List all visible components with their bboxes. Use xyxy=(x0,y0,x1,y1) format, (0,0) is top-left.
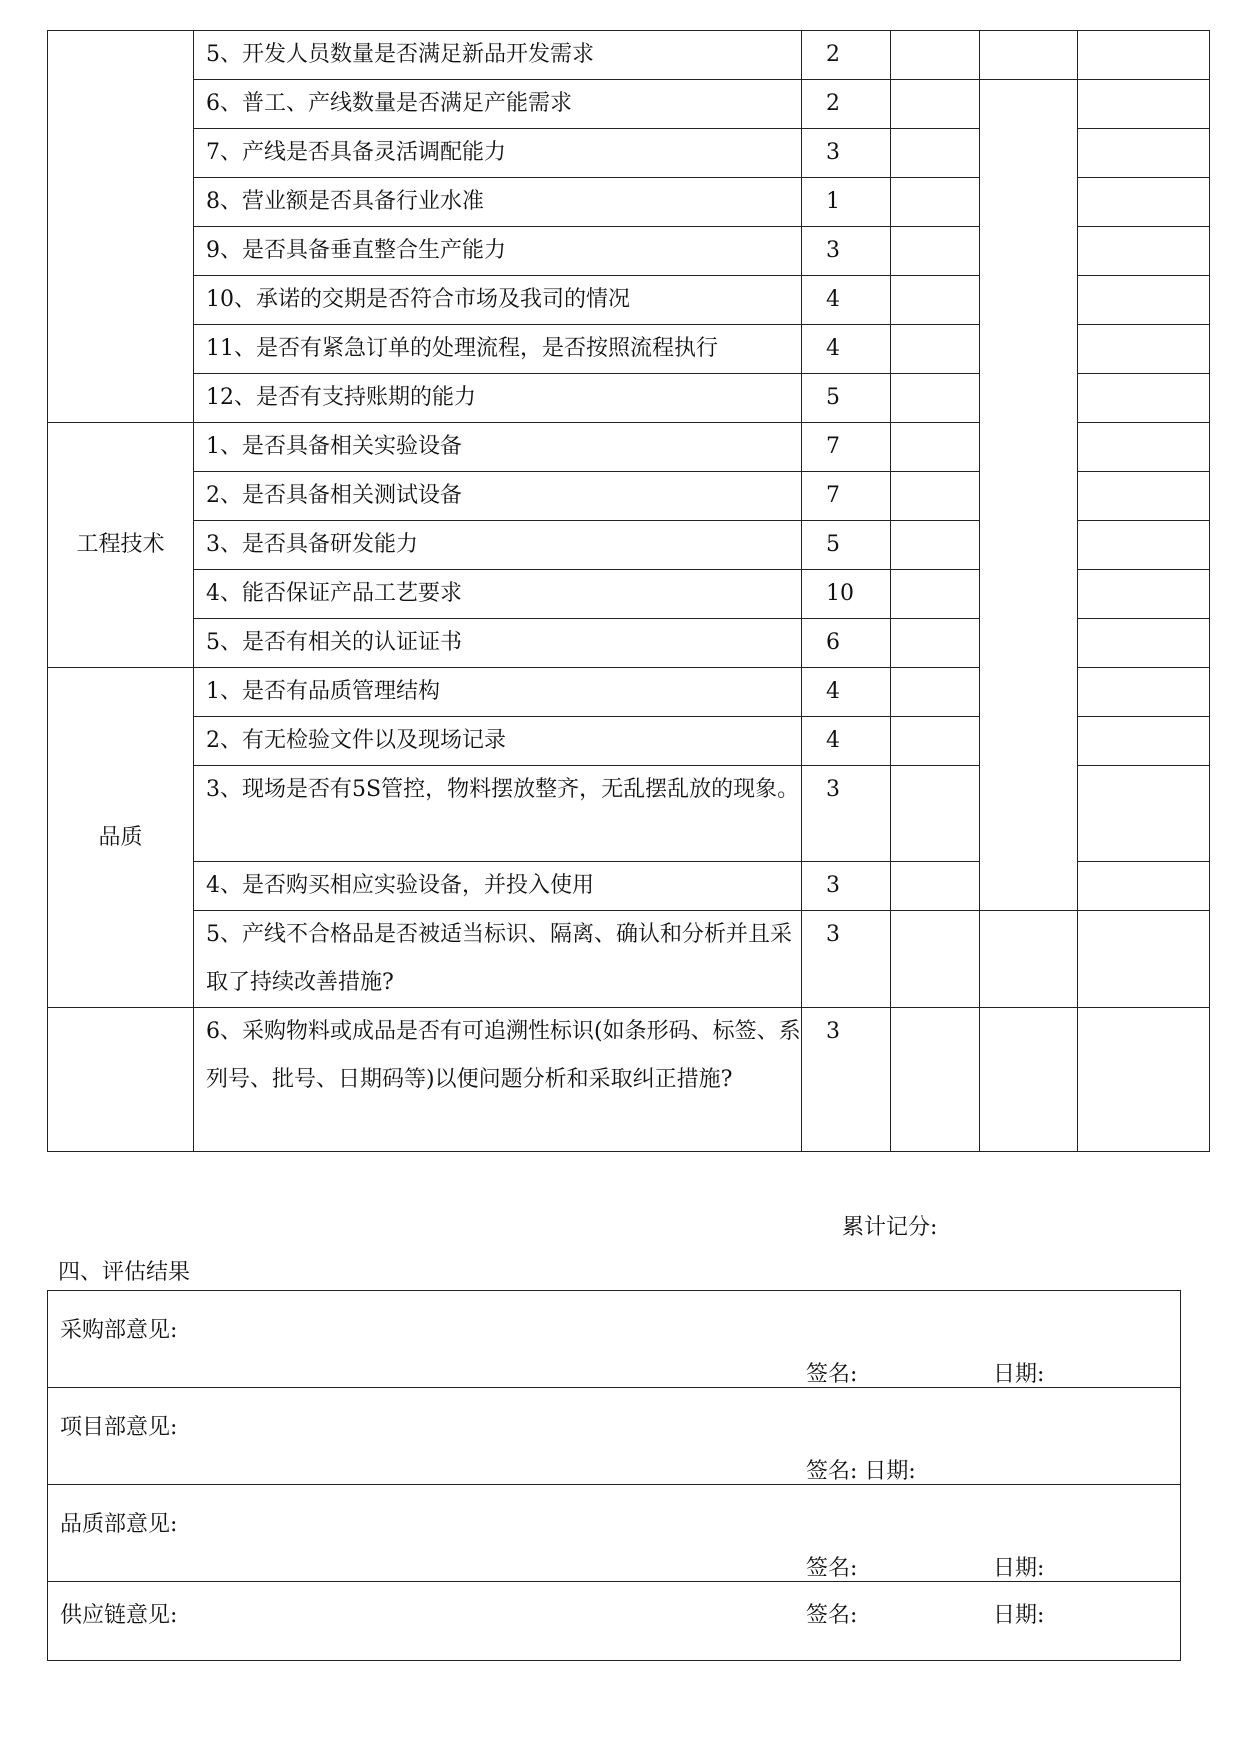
score-cell: 3 xyxy=(802,227,891,276)
total-score-label: 累计记分: xyxy=(842,1215,938,1240)
signature-label: 签名: 日期: xyxy=(806,1459,916,1484)
score-cell: 1 xyxy=(802,178,891,227)
score-cell: 3 xyxy=(802,911,891,1008)
blank-cell xyxy=(1078,423,1210,472)
score-cell: 3 xyxy=(802,1008,891,1152)
signature-label: 签名: xyxy=(806,1603,858,1628)
score-cell: 3 xyxy=(802,862,891,911)
signature-label: 签名: xyxy=(806,1362,858,1387)
blank-cell xyxy=(1078,619,1210,668)
score-cell: 10 xyxy=(802,570,891,619)
opinion-row-project xyxy=(48,1388,1180,1485)
blank-cell xyxy=(1078,80,1210,129)
blank-cell xyxy=(891,178,980,227)
score-cell: 4 xyxy=(802,668,891,717)
item-cell: 4、是否购买相应实验设备，并投入使用 xyxy=(194,862,802,911)
blank-cell xyxy=(980,80,1078,911)
item-cell: 2、有无检验文件以及现场记录 xyxy=(194,717,802,766)
item-cell: 5、开发人员数量是否满足新品开发需求 xyxy=(194,31,802,80)
blank-cell xyxy=(891,717,980,766)
blank-cell xyxy=(891,325,980,374)
blank-cell xyxy=(980,31,1078,80)
item-cell: 12、是否有支持账期的能力 xyxy=(194,374,802,423)
item-cell: 8、营业额是否具备行业水准 xyxy=(194,178,802,227)
blank-cell xyxy=(891,129,980,178)
blank-cell xyxy=(891,1008,980,1152)
blank-cell xyxy=(1078,374,1210,423)
opinion-row-supply-chain xyxy=(48,1582,1180,1660)
blank-cell xyxy=(1078,766,1210,862)
blank-cell xyxy=(1078,276,1210,325)
blank-cell xyxy=(1078,31,1210,80)
blank-cell xyxy=(1078,472,1210,521)
category-cell: 工程技术 xyxy=(48,423,194,668)
category-cell xyxy=(48,31,194,423)
blank-cell xyxy=(891,911,980,1008)
date-label: 日期: xyxy=(993,1603,1045,1628)
item-cell: 4、能否保证产品工艺要求 xyxy=(194,570,802,619)
item-cell: 2、是否具备相关测试设备 xyxy=(194,472,802,521)
score-cell: 4 xyxy=(802,276,891,325)
section-title: 四、评估结果 xyxy=(58,1260,191,1285)
category-cell: 品质 xyxy=(48,668,194,1008)
opinion-label: 采购部意见: xyxy=(60,1318,178,1343)
signature-label: 签名: xyxy=(806,1556,858,1581)
item-cell: 6、普工、产线数量是否满足产能需求 xyxy=(194,80,802,129)
item-cell: 1、是否具备相关实验设备 xyxy=(194,423,802,472)
item-cell: 6、采购物料或成品是否有可追溯性标识(如条形码、标签、系列号、批号、日期码等)以便问题分析和采取纠正措施? xyxy=(194,1008,802,1152)
opinion-label: 品质部意见: xyxy=(60,1512,178,1537)
opinion-label: 项目部意见: xyxy=(60,1415,178,1440)
blank-cell xyxy=(891,472,980,521)
score-cell: 7 xyxy=(802,423,891,472)
score-cell: 5 xyxy=(802,374,891,423)
blank-cell xyxy=(1078,227,1210,276)
blank-cell xyxy=(891,766,980,862)
item-cell: 5、是否有相关的认证证书 xyxy=(194,619,802,668)
item-cell: 9、是否具备垂直整合生产能力 xyxy=(194,227,802,276)
blank-cell xyxy=(1078,862,1210,911)
table-row xyxy=(48,911,1210,1008)
opinion-label: 供应链意见: xyxy=(60,1603,178,1628)
opinion-row-purchasing xyxy=(48,1291,1180,1388)
score-cell: 4 xyxy=(802,717,891,766)
item-cell: 3、是否具备研发能力 xyxy=(194,521,802,570)
table-row xyxy=(48,80,1210,129)
item-cell: 5、产线不合格品是否被适当标识、隔离、确认和分析并且采取了持续改善措施? xyxy=(194,911,802,1008)
score-cell: 2 xyxy=(802,80,891,129)
item-cell: 7、产线是否具备灵活调配能力 xyxy=(194,129,802,178)
item-cell: 11、是否有紧急订单的处理流程，是否按照流程执行 xyxy=(194,325,802,374)
blank-cell xyxy=(891,276,980,325)
score-cell: 3 xyxy=(802,129,891,178)
blank-cell xyxy=(1078,129,1210,178)
blank-cell xyxy=(891,80,980,129)
blank-cell xyxy=(891,619,980,668)
score-cell: 4 xyxy=(802,325,891,374)
blank-cell xyxy=(1078,911,1210,1008)
blank-cell xyxy=(1078,325,1210,374)
blank-cell xyxy=(1078,717,1210,766)
blank-cell xyxy=(891,570,980,619)
item-cell: 10、承诺的交期是否符合市场及我司的情况 xyxy=(194,276,802,325)
blank-cell xyxy=(891,521,980,570)
score-cell: 2 xyxy=(802,31,891,80)
blank-cell xyxy=(1078,1008,1210,1152)
table-row xyxy=(48,31,1210,80)
category-cell xyxy=(48,1008,194,1152)
blank-cell xyxy=(1078,521,1210,570)
date-label: 日期: xyxy=(993,1556,1045,1581)
item-cell: 3、现场是否有5S管控，物料摆放整齐，无乱摆乱放的现象。 xyxy=(194,766,802,862)
blank-cell xyxy=(980,1008,1078,1152)
item-cell: 1、是否有品质管理结构 xyxy=(194,668,802,717)
table-row xyxy=(48,1008,1210,1152)
blank-cell xyxy=(891,862,980,911)
evaluation-result-box xyxy=(47,1290,1181,1661)
blank-cell xyxy=(1078,668,1210,717)
blank-cell xyxy=(891,374,980,423)
blank-cell xyxy=(891,31,980,80)
opinion-row-quality xyxy=(48,1485,1180,1582)
blank-cell xyxy=(980,911,1078,1008)
blank-cell xyxy=(891,668,980,717)
blank-cell xyxy=(1078,178,1210,227)
score-cell: 6 xyxy=(802,619,891,668)
evaluation-table xyxy=(47,30,1210,1152)
score-cell: 7 xyxy=(802,472,891,521)
score-cell: 3 xyxy=(802,766,891,862)
date-label: 日期: xyxy=(993,1362,1045,1387)
score-cell: 5 xyxy=(802,521,891,570)
blank-cell xyxy=(891,227,980,276)
blank-cell xyxy=(1078,570,1210,619)
blank-cell xyxy=(891,423,980,472)
